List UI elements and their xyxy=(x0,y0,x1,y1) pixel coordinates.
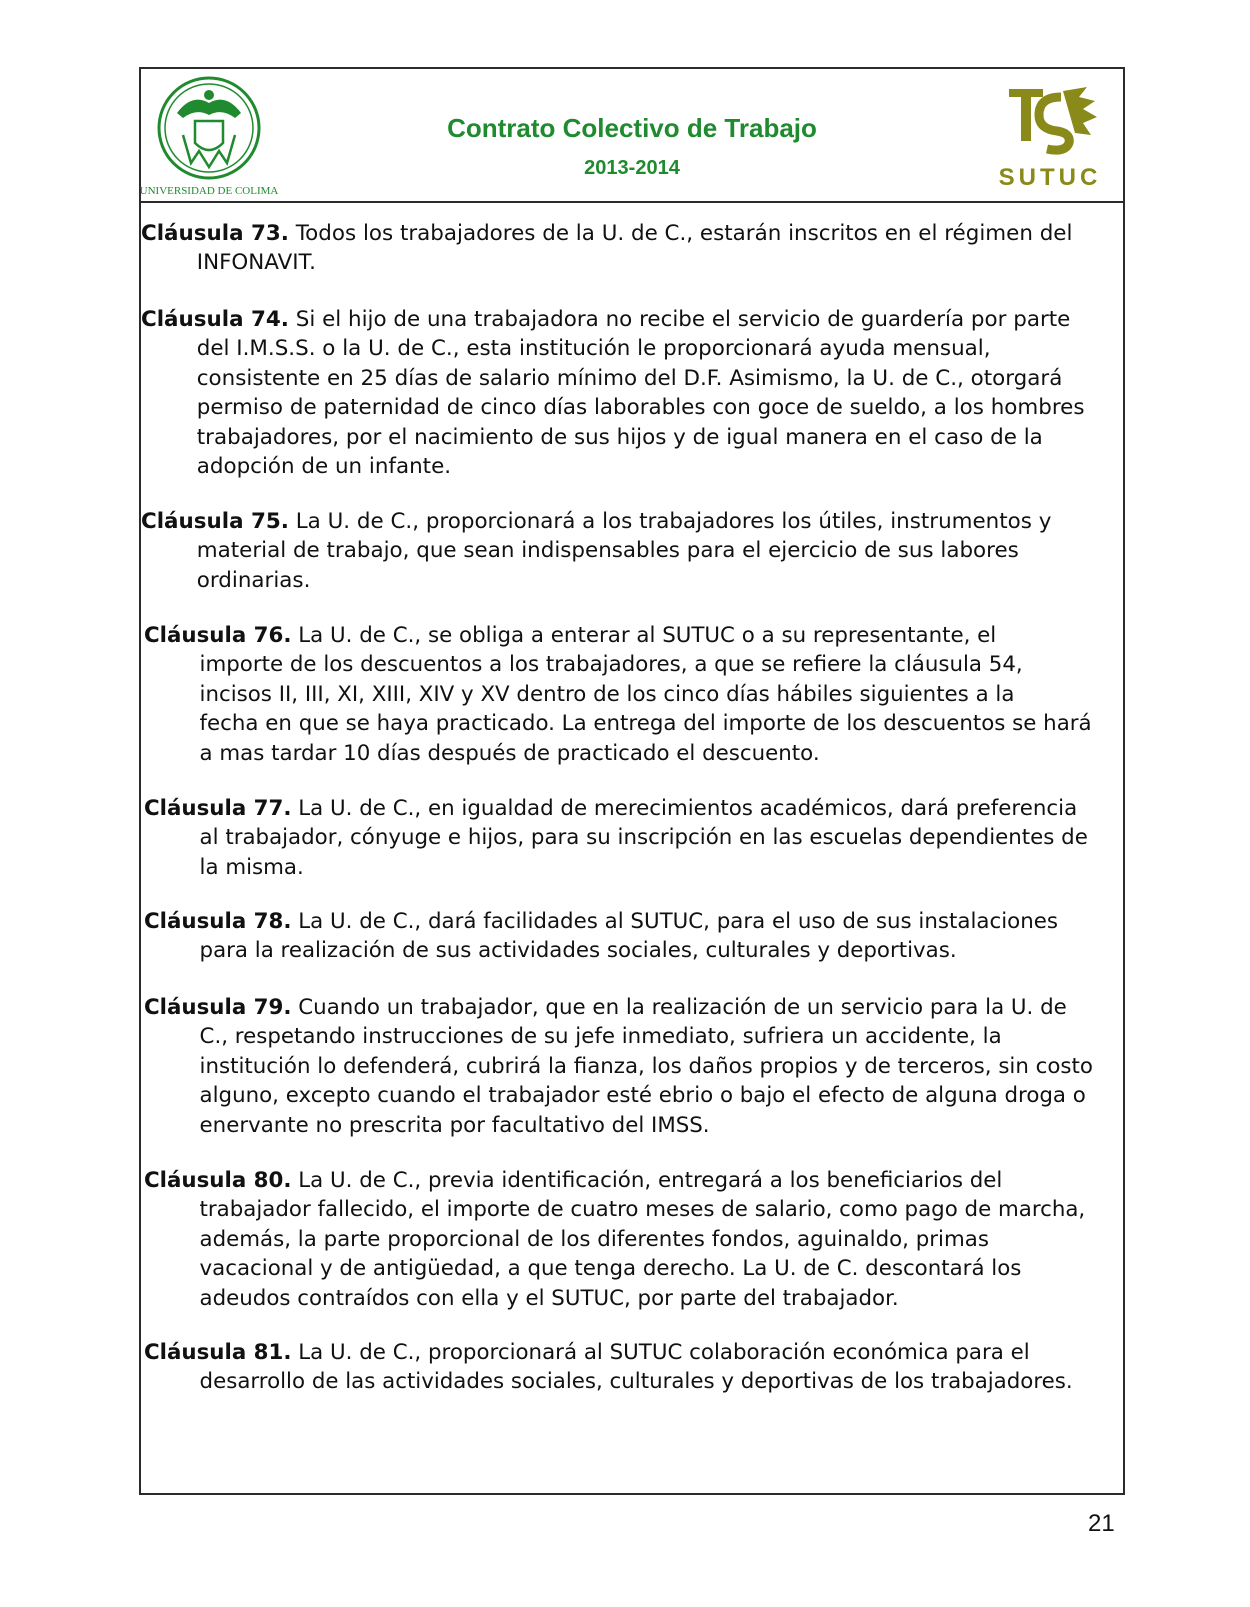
clause-continuation-line: consistente en 25 días de salario mínimo del D.F. Asimismo, la U. de C., otorgará xyxy=(196,365,1063,391)
clause-text: La U. de C., proporcionará a los trabajadores los útiles, instrumentos y xyxy=(288,509,1052,534)
clause-first-line xyxy=(144,1166,1099,1195)
clause-first-line xyxy=(144,1338,1099,1367)
clause-text: La U. de C., se obliga a enterar al SUTUC o a su representante, el xyxy=(291,623,997,648)
clause-continuation-line: del I.M.S.S. o la U. de C., esta institución le proporcionará ayuda mensual, xyxy=(196,336,991,362)
clause-first-line xyxy=(141,219,1099,248)
clause-label: Cláusula 78. xyxy=(144,909,292,934)
clause-first-line xyxy=(141,305,1099,334)
clause-continuation-line: fecha en que se haya practicado. La entrega del importe de los descuentos se hará xyxy=(199,711,1092,737)
clause-first-line xyxy=(144,907,1099,936)
document-years: 2013-2014 xyxy=(584,157,680,179)
clause-continuation-line: incisos II, III, XI, XIII, XIV y XV dentro de los cinco días hábiles siguientes a la xyxy=(199,681,1015,707)
svg-text:SUTUC: SUTUC xyxy=(998,164,1102,191)
clause-continuation-line: adeudos contraídos con ella y el SUTUC, por parte del trabajador. xyxy=(199,1285,899,1311)
clause-continuation-line: adopción de un infante. xyxy=(196,454,452,480)
clause-text: La U. de C., en igualdad de merecimientos académicos, dará preferencia xyxy=(291,796,1078,821)
clause-text: La U. de C., proporcionará al SUTUC colaboración económica para el xyxy=(291,1340,1030,1365)
clause-block xyxy=(144,907,1106,966)
clause-first-line xyxy=(144,794,1099,823)
clause-first-line xyxy=(141,507,1099,536)
clause-block xyxy=(141,305,1103,481)
clause-text: Todos los trabajadores de la U. de C., estarán inscritos en el régimen del xyxy=(288,221,1073,246)
clause-continuation-line: material de trabajo, que sean indispensables para el ejercicio de sus labores xyxy=(196,538,1019,564)
clause-label: Cláusula 81. xyxy=(144,1340,292,1365)
document-title: Contrato Colectivo de Trabajo xyxy=(447,113,817,143)
clause-continuation-line: alguno, excepto cuando el trabajador esté ebrio o bajo el efecto de alguna droga o xyxy=(199,1083,1086,1109)
sutuc-logo xyxy=(991,83,1109,193)
clause-label: Cláusula 79. xyxy=(144,995,292,1020)
svg-text:UNIVERSIDAD DE COLIMA: UNIVERSIDAD DE COLIMA xyxy=(139,185,279,197)
document-header xyxy=(141,69,1123,203)
clause-first-line xyxy=(144,621,1099,650)
clause-block xyxy=(144,1166,1106,1313)
clause-text: Cuando un trabajador, que en la realización de un servicio para la U. de xyxy=(291,995,1067,1020)
clause-continuation-line: importe de los descuentos a los trabajadores, a que se refiere la cláusula 54, xyxy=(199,652,1023,678)
clause-continuation-line: trabajadores, por el nacimiento de sus hijos y de igual manera en el caso de la xyxy=(196,424,1043,450)
clause-block xyxy=(144,993,1106,1140)
clause-continuation-line: institución lo defenderá, cubrirá la fianza, los daños propios y de terceros, sin costo xyxy=(199,1053,1093,1079)
clause-continuation-line: permiso de paternidad de cinco días laborables con goce de sueldo, a los hombres xyxy=(196,395,1085,421)
clause-block xyxy=(141,219,1103,278)
clause-continuation-line: a mas tardar 10 días después de practicado el descuento. xyxy=(199,740,820,766)
clause-continuation-line: además, la parte proporcional de los diferentes fondos, aguinaldo, primas xyxy=(199,1226,989,1252)
clause-continuation-line: C., respetando instrucciones de su jefe inmediato, sufriera un accidente, la xyxy=(199,1024,1002,1050)
page-frame xyxy=(139,67,1125,1495)
page-number: 21 xyxy=(1088,1510,1115,1537)
clause-text: La U. de C., previa identificación, entregará a los beneficiarios del xyxy=(291,1168,1003,1193)
clause-continuation-line: vacacional y de antigüedad, a que tenga derecho. La U. de C. descontará los xyxy=(199,1256,1022,1282)
clause-continuation-line: trabajador fallecido, el importe de cuatro meses de salario, como pago de marcha, xyxy=(199,1197,1086,1223)
clause-label: Cláusula 77. xyxy=(144,796,292,821)
clause-block xyxy=(144,1338,1106,1397)
clause-block xyxy=(144,621,1106,768)
clause-continuation-line: la misma. xyxy=(199,854,304,880)
clause-label: Cláusula 75. xyxy=(141,509,289,534)
clause-continuation-line: ordinarias. xyxy=(196,567,311,593)
clause-block xyxy=(141,507,1103,595)
clause-continuation-line: al trabajador, cónyuge e hijos, para su inscripción en las escuelas dependientes de xyxy=(199,825,1088,851)
clause-label: Cláusula 80. xyxy=(144,1168,292,1193)
clause-label: Cláusula 74. xyxy=(141,307,289,332)
clause-text: La U. de C., dará facilidades al SUTUC, para el uso de sus instalaciones xyxy=(291,909,1059,934)
clause-text: Si el hijo de una trabajadora no recibe el servicio de guardería por parte xyxy=(288,307,1071,332)
clause-continuation-line: INFONAVIT. xyxy=(196,250,316,276)
clause-continuation-line: desarrollo de las actividades sociales, culturales y deportivas de los trabajadores. xyxy=(199,1369,1073,1395)
clause-label: Cláusula 76. xyxy=(144,623,292,648)
clause-first-line xyxy=(144,993,1099,1022)
clause-block xyxy=(144,794,1106,882)
clause-continuation-line: enervante no prescrita por facultativo del IMSS. xyxy=(199,1112,710,1138)
clause-label: Cláusula 73. xyxy=(141,221,289,246)
clause-continuation-line: para la realización de sus actividades sociales, culturales y deportivas. xyxy=(199,938,957,964)
